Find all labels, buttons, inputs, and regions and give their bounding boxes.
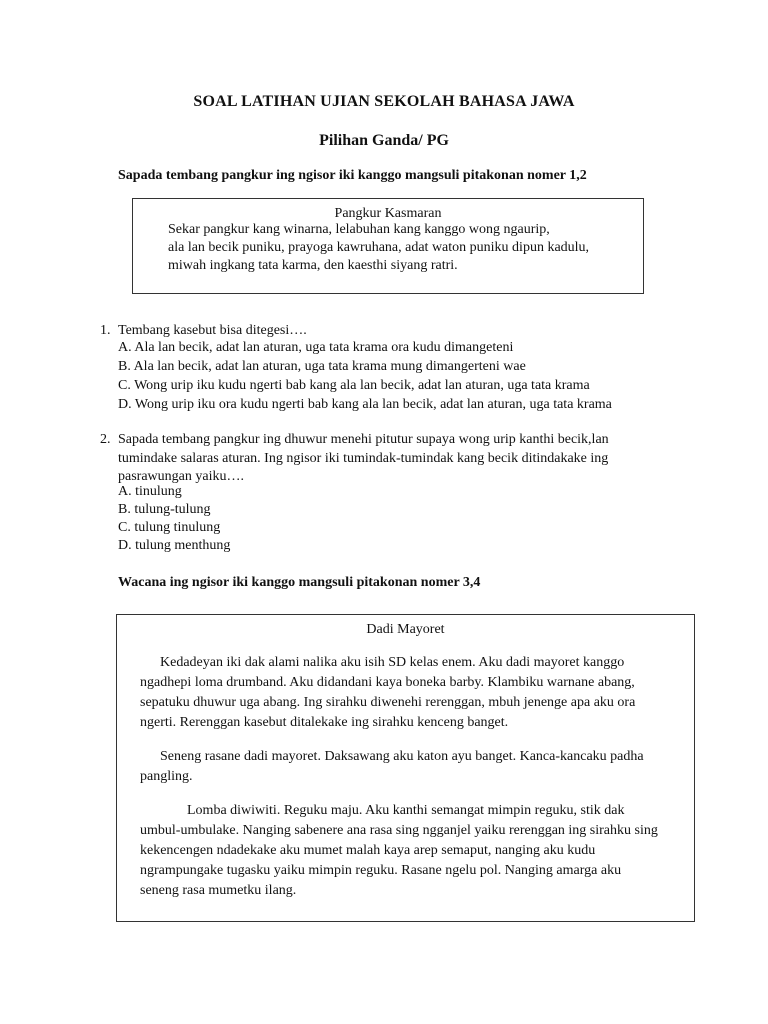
story-line: sepatuku dhuwur uga abang. Ing sirahku diwenehi rerenggan, mbuh jenenge apa aku ora: [140, 695, 636, 710]
story-line: pangling.: [140, 769, 193, 784]
story-line: Kedadeyan iki dak alami nalika aku isih SD kelas enem. Aku dadi mayoret kanggo: [160, 655, 625, 670]
poem-line: miwah ingkang tata karma, den kaesthi siyang ratri.: [168, 258, 458, 273]
question-number: 2.: [100, 432, 111, 447]
story-box: [116, 614, 695, 922]
story-line: ngrampungake tugasku yaiku mimpin reguku. Rasane ngelu pol. Nanging amarga aku: [140, 863, 622, 878]
page-subtitle: Pilihan Ganda/ PG: [319, 132, 449, 149]
poem-title: Pangkur Kasmaran: [334, 206, 442, 221]
story-line: seneng rasa mumetku ilang.: [140, 883, 297, 898]
story-line: Seneng rasane dadi mayoret. Daksawang aku katon ayu banget. Kanca-kancaku padha: [160, 749, 644, 764]
option-1d: D. Wong urip iku ora kudu ngerti bab kang ala lan becik, adat lan aturan, uga tata krama: [118, 397, 612, 412]
story-line: kekencengen ndadekake aku mumet malah kaya arep semaput, nanging aku kudu: [140, 843, 596, 858]
poem-box: [132, 198, 644, 294]
page-title: SOAL LATIHAN UJIAN SEKOLAH BAHASA JAWA: [193, 93, 575, 110]
section1-instruction: Sapada tembang pangkur ing ngisor iki kanggo mangsuli pitakonan nomer 1,2: [118, 168, 587, 183]
question-text: Tembang kasebut bisa ditegesi….: [118, 323, 307, 338]
option-1a: A. Ala lan becik, adat lan aturan, uga tata krama ora kudu dimangeteni: [118, 340, 514, 355]
option-1b: B. Ala lan becik, adat lan aturan, uga tata krama mung dimangerteni wae: [118, 359, 526, 374]
option-2b: B. tulung-tulung: [118, 502, 211, 517]
option-1c: C. Wong urip iku kudu ngerti bab kang ala lan becik, adat lan aturan, uga tata krama: [118, 378, 590, 393]
question-text-line: tumindake salaras aturan. Ing ngisor iki tumindak-tumindak kang becik ditindakake ing: [118, 451, 609, 466]
story-line: ngadhepi loma drumband. Aku didandani kaya boneka barby. Klambiku warnane abang,: [140, 675, 635, 690]
question-number: 1.: [100, 323, 111, 338]
story-title: Dadi Mayoret: [366, 622, 445, 637]
option-2a: A. tinulung: [118, 484, 182, 499]
story-line: Lomba diwiwiti. Reguku maju. Aku kanthi semangat mimpin reguku, stik dak: [187, 803, 625, 818]
poem-text: [168, 221, 589, 275]
section2-instruction: Wacana ing ngisor iki kanggo mangsuli pitakonan nomer 3,4: [118, 575, 481, 590]
story-line: umbul-umbulake. Nanging sabenere ana rasa sing ngganjel yaiku rerenggan ing sirahku sing: [140, 823, 658, 838]
poem-line: ala lan becik puniku, prayoga kawruhana, adat waton puniku dipun kadulu,: [168, 240, 590, 255]
option-2d: D. tulung menthung: [118, 538, 231, 553]
question-text-line: Sapada tembang pangkur ing dhuwur menehi pitutur supaya wong urip kanthi becik,lan: [118, 432, 609, 447]
question-text-line: pasrawungan yaiku….: [118, 469, 244, 484]
poem-line: Sekar pangkur kang winarna, lelabuhan kang kanggo wong ngaurip,: [168, 222, 550, 237]
option-2c: C. tulung tinulung: [118, 520, 221, 535]
story-line: ngerti. Rerenggan kasebut ditalekake ing sirahku kenceng banget.: [140, 715, 509, 730]
